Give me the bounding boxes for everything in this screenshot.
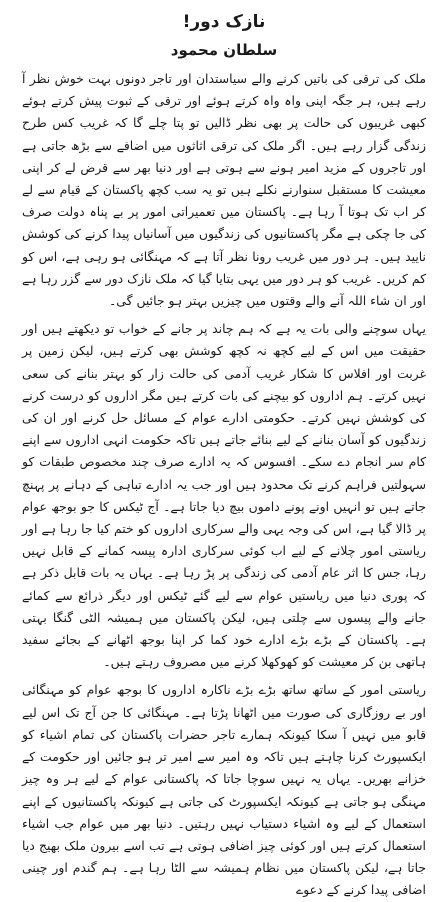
article-paragraph: یہاں سوچنے والی بات یہ ہے کہ ہم چاند پر جانے کے خواب تو دیکھتے ہیں اور حقیقت میں اس کے لیے کچھ نہ کچھ کوشش بھی کرتے ہیں، لیکن زمین پر غربت اور افلاس کا شکار غریب آدمی کی حالت زار کو بہتر بنانے کی سعی نہیں کرتے۔ ہم اداروں کو بیچنے کی بات کرتے ہیں مگر اداروں کو درست کرنے کی کوشش نہیں کرتے۔ حکومتی ادارے عوام کے مسائل حل کرنے اور ان کی زندگیوں کو آسان بنانے کے لیے بنائے جاتے ہیں تاکہ حکومت انہی اداروں سے اپنے کام سر انجام دے سکے۔ افسوس کہ یہ ادارے صرف چند مخصوص طبقات کو سہولتیں فراہم کرنے تک محدود ہیں اور جب یہ ادارے تباہی کے دہانے پر پہنچ جاتے ہیں تو انہیں اونے پونے داموں بیچ دیا جاتا ہے۔ آج ٹیکس کا جو بوجھ عوام پر ڈالا گیا ہے، اس کی وجہ یہی والے سرکاری اداروں کو ختم کیا جا رہا ہے اور ریاستی امور چلانے کے لیے اب کوئی سرکاری ادارہ پیسہ کمانے کے قابل نہیں رہا، جس کا اثر عام آدمی کی زندگی پر پڑ رہا ہے۔ یہاں یہ بات قابل ذکر ہے کہ پوری دنیا میں ریاستیں عوام سے لیے گئے ٹیکس اور دیگر ذرائع سے کمائے جانے والے پیسوں سے چلتی ہیں، لیکن پاکستان میں ہمیشہ الٹی گنگا بہتی ہے۔ پاکستان کے بڑے بڑے ادارے خود کما کر اپنا بوجھ اٹھانے کے بجائے سفید ہاتھی بن کر معیشت کو کھوکھلا کرنے میں مصروف رہتے ہیں۔ bbox=[22, 321, 426, 670]
article-title: نازک دور! bbox=[182, 12, 266, 32]
article-paragraph: ملک کی ترقی کی باتیں کرنے والے سیاستدان اور تاجر دونوں بہت خوش نظر آ رہے ہیں، ہر جگہ اپنی واہ واہ کرتے ہوئے اور ترقی کے ثبوت پیش کرتے ہوئے کبھی غریبوں کی حالت پر بھی نظر ڈالیں تو پتا چلے گا کہ غریب کس طرح زندگی گزار رہے ہیں۔ اگر ملک کی ترقی اثاثوں میں اضافے سے بڑھ جاتی ہے اور تاجروں کے مزید امیر ہونے سے ہوتی ہے اور دنیا بھر سے قرض لے کر اپنی معیشت کا مستقبل سنوارنے نکلے ہیں تو یہ سب کچھ پاکستان کے قیام سے لے کر اب تک ہوتا آ رہا ہے۔ پاکستان میں تعمیراتی امور پر بے پناہ دولت صرف کی جا چکی ہے مگر پاکستانیوں کی زندگیوں میں آسانیاں پیدا کرنے کی کوشش نایید ہیں۔ ہر دور میں غریب رونا نظر آتا ہے کہ مہنگائی ہو رہی ہے، اس کو کم کریں۔ غریب کو ہر دور میں یہی بتایا گیا کہ ملک نازک دور سے گزر رہا ہے اور ان شاء اللہ آنے والے وقتوں میں چیزیں بہتر ہو جائیں گی۔ bbox=[22, 71, 426, 309]
article-author: سلطان محمود bbox=[170, 41, 278, 59]
article-paragraph: ریاستی امور کے ساتھ ساتھ بڑے بڑے ناکارہ اداروں کا بوجھ عوام کو مہنگائی اور بے روزگاری کی صورت میں اٹھانا پڑتا ہے۔ مہنگائی کا جن آج تک اس لیے قابو میں نہیں آ سکا کیونکہ ہمارے تاجر حضرات پاکستان کی تمام اشیاء کو ایکسپورٹ کرنا چاہتے ہیں تاکہ وہ امیر سے امیر تر ہو جائیں اور حکومت کے خزانے بھریں۔ یہاں یہ نہیں سوچا جاتا کہ پاکستانی عوام کے لیے ہر وہ چیز مہنگی ہو جاتی ہے کیونکہ ایکسپورٹ کی جاتی ہے کیونکہ پاکستانیوں کے اپنے استعمال کے لیے وہ اشیاء دستیاب نہیں رہتیں۔ دنیا بھر میں عوام جب اشیاء استعمال کرتے ہیں اور کوئی چیز اضافی ہوتی ہے تب اسے بیرون ملک بھیج دیا جاتا ہے، لیکن پاکستان میں نظام ہمیشہ سے الٹا رہا ہے۔ ہم گندم اور چینی اضافی پیدا کرنے کے دعوے bbox=[22, 682, 426, 898]
